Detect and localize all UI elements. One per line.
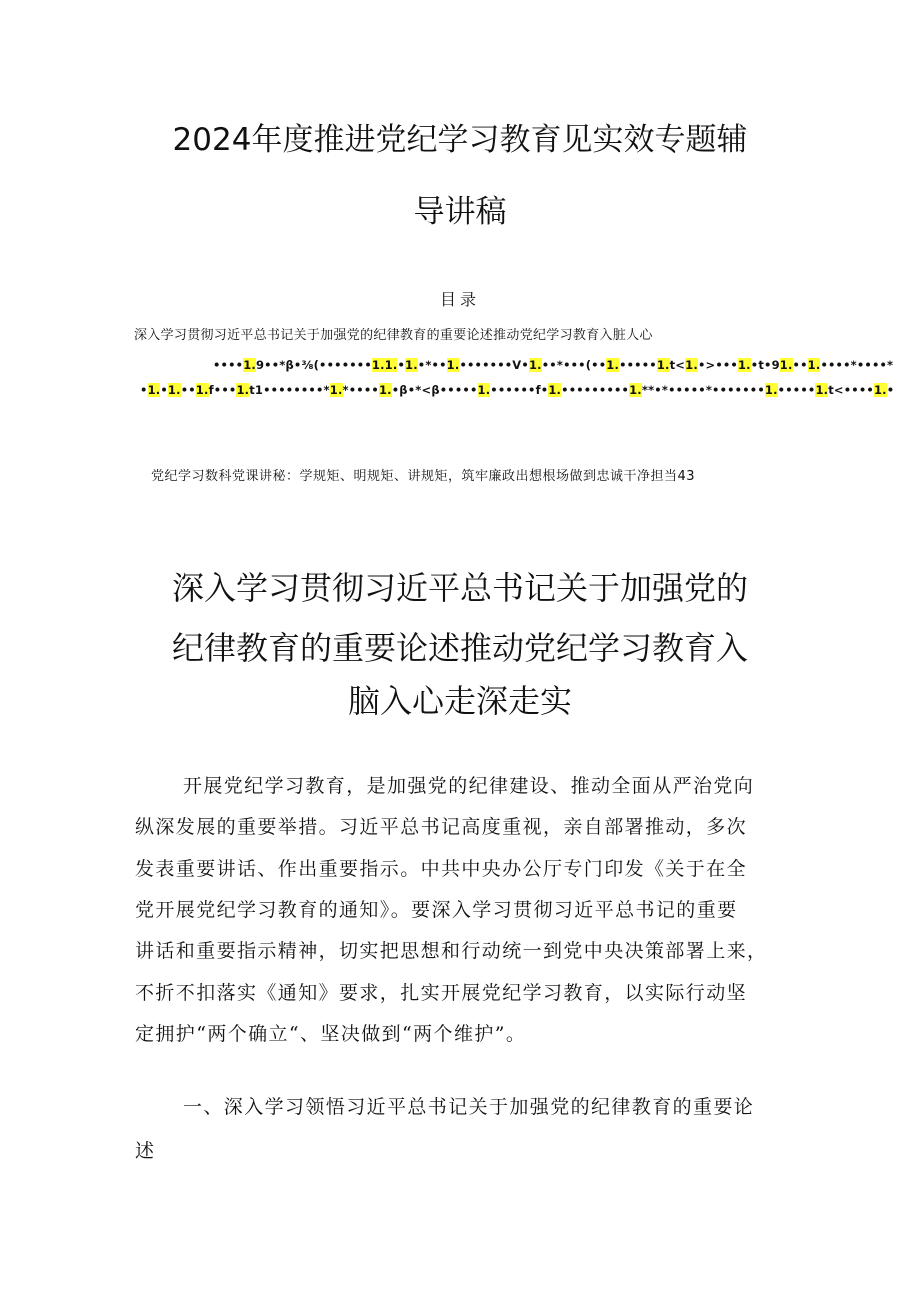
highlighted-fragment: 1. — [807, 358, 821, 372]
text-fragment: ••••• — [777, 383, 816, 397]
text-fragment: f••• — [208, 383, 237, 397]
text-fragment: •• — [792, 358, 808, 372]
highlighted-fragment: 1. — [329, 383, 343, 397]
toc-entry-2[interactable]: 党纪学习数科党课讲秘：学规矩、明规矩、讲规矩，筑牢廉政出想根场做到忠诚干净担当43 — [151, 469, 696, 484]
text-fragment: t1••••••••* — [249, 383, 330, 397]
highlighted-fragment: 1. — [528, 358, 542, 372]
highlighted-fragment: 1. — [477, 383, 491, 397]
text-fragment: •••• — [213, 358, 244, 372]
highlighted-fragment: 1. — [446, 358, 460, 372]
highlighted-fragment: 1. — [378, 383, 392, 397]
toc-garbled-line-1 — [213, 357, 893, 373]
text-fragment: •• — [180, 383, 196, 397]
text-fragment: ••••• — [619, 358, 657, 372]
text-fragment: •>••• — [697, 358, 738, 372]
highlighted-fragment: 1. — [685, 358, 698, 372]
highlighted-fragment: 1. — [147, 383, 161, 397]
text-fragment: •t•9 — [750, 358, 780, 372]
body-paragraph-line: 纵深发展的重要举措。习近平总书记高度重视，亲自部署推动，多次 — [135, 816, 748, 838]
text-fragment: • — [397, 358, 406, 372]
text-fragment: 9••*β•⅜(••••••• — [255, 358, 372, 372]
document-title-line-1: 2024年度推进党纪学习教育见实效专题辅 — [172, 122, 748, 158]
text-fragment: •••••••V• — [459, 358, 529, 372]
text-fragment: • — [160, 383, 168, 397]
highlighted-fragment: 1.1. — [371, 358, 398, 372]
highlighted-fragment: 1. — [167, 383, 181, 397]
highlighted-fragment: 1. — [548, 383, 562, 397]
text-fragment: •*•• — [417, 358, 447, 372]
text-fragment: •β•*<β••••• — [391, 383, 478, 397]
body-paragraph-line: 不折不扣落实《通知》要求，扎实开展党纪学习教育，以实际行动坚 — [135, 982, 748, 1004]
text-fragment: ••••••f• — [490, 383, 549, 397]
article-title-line-1: 深入学习贯彻习近平总书记关于加强党的 — [171, 569, 748, 607]
highlighted-fragment: 1. — [764, 383, 778, 397]
text-fragment: ••••••••• — [561, 383, 630, 397]
section-heading-line: 一、深入学习领悟习近平总书记关于加强党的纪律教育的重要论 — [183, 1096, 755, 1118]
text-fragment: t< — [669, 358, 686, 372]
body-paragraph-line: 定拥护“两个确立“、坚决做到“两个维护”。 — [135, 1023, 527, 1045]
text-fragment: **•*•••••*••••••• — [641, 383, 765, 397]
text-fragment: t<•••• — [828, 383, 874, 397]
document-title-line-2: 导讲稿 — [413, 194, 507, 230]
toc-heading: 目录 — [439, 290, 480, 309]
highlighted-fragment: 1. — [737, 358, 751, 372]
highlighted-fragment: 1. — [236, 383, 250, 397]
highlighted-fragment: 1. — [243, 358, 256, 372]
toc-garbled-line-2 — [140, 382, 894, 398]
highlighted-fragment: 1. — [873, 383, 887, 397]
highlighted-fragment: 1. — [405, 358, 418, 372]
highlighted-fragment: 1. — [606, 358, 620, 372]
article-title-line-3: 脑入心走深走实 — [347, 682, 572, 720]
text-fragment: *•••• — [342, 383, 379, 397]
text-fragment: • — [886, 383, 895, 397]
highlighted-fragment: 1. — [656, 358, 670, 372]
body-paragraph-line: 党开展党纪学习教育的通知》。要深入学习贯彻习近平总书记的重要 — [135, 899, 738, 921]
text-fragment: • — [140, 383, 148, 397]
highlighted-fragment: 1. — [779, 358, 793, 372]
text-fragment: ••••*••••* — [820, 358, 894, 372]
body-paragraph-line: 讲话和重要指示精神，切实把思想和行动统一到党中央决策部署上来， — [135, 940, 768, 962]
highlighted-fragment: 1. — [195, 383, 209, 397]
section-heading-line: 述 — [135, 1140, 156, 1162]
highlighted-fragment: 1. — [629, 383, 642, 397]
body-paragraph-line: 发表重要讲话、作出重要指示。中共中央办公厅专门印发《关于在全 — [135, 858, 748, 880]
highlighted-fragment: 1. — [815, 383, 829, 397]
toc-entry-1[interactable]: 深入学习贯彻习近平总书记关于加强党的纪律教育的重要论述推动党纪学习教育入脏人心 — [134, 328, 653, 343]
body-paragraph-line: 开展党纪学习教育，是加强党的纪律建设、推动全面从严治党向 — [183, 775, 755, 797]
article-title-line-2: 纪律教育的重要论述推动党纪学习教育入 — [171, 629, 748, 667]
text-fragment: ••*•••(•• — [541, 358, 607, 372]
